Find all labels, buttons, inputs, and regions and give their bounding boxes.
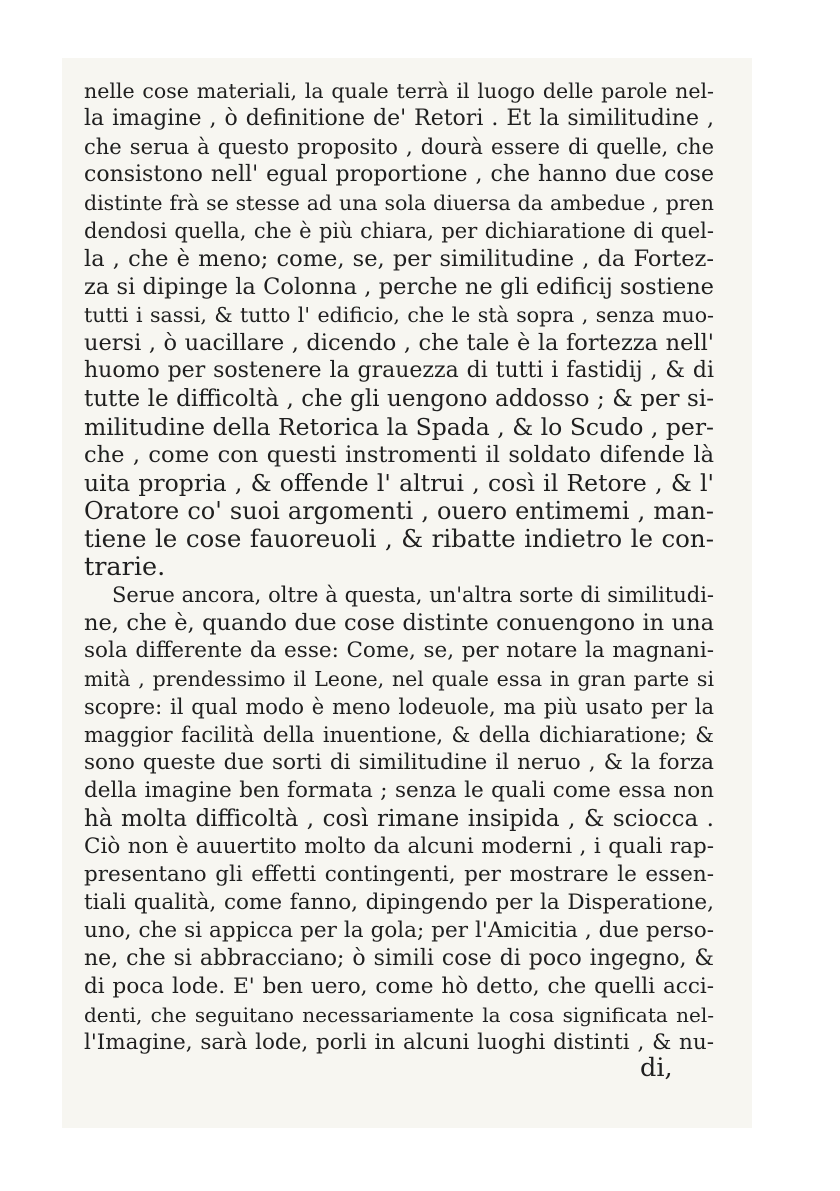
text-line: che , come con questi instromenti il soldato difende là: [84, 442, 714, 468]
text-line: la imagine , ò definitione de' Retori . Et la similitudine ,: [84, 106, 714, 131]
text-line: distinte frà se stesse ad una sola diuersa da ambedue , pren: [84, 191, 714, 215]
text-line: Ciò non è auuertito molto da alcuni moderni , i quali rap-: [84, 834, 714, 859]
text-line: tiali qualità, come fanno, dipingendo per la Disperatione,: [84, 890, 714, 915]
text-line: hà molta difficoltà , così rimane insipida , & sciocca .: [84, 806, 714, 832]
text-line: tiene le cose fauoreuoli , & ribatte indietro le con-: [84, 524, 714, 553]
text-line: consistono nell' egual proportione , che hanno due cose: [84, 162, 714, 187]
text-line: ne, che si abbracciano; ò simili cose di poco ingegno, &: [84, 946, 714, 971]
text-line: ne, che è, quando due cose distinte conuengono in una: [84, 610, 714, 636]
text-line: sono queste due sorti di similitudine il neruo , & la forza: [84, 750, 714, 775]
text-line: della imagine ben formata ; senza le quali come essa non: [84, 778, 714, 803]
text-line: di poca lode. E' ben uero, come hò detto, che quelli acci-: [84, 974, 714, 999]
text-line: scopre: il qual modo è meno lodeuole, ma più usato per la: [84, 695, 714, 719]
text-line: huomo per sostenere la grauezza di tutti i fastidij , & di: [84, 358, 714, 383]
text-line: tutti i sassi, & tutto l' edificio, che le stà sopra , senza muo-: [84, 303, 714, 327]
text-line: Serue ancora, oltre à questa, un'altra sorte di similitudi-: [112, 583, 714, 607]
text-line: sola differente da esse: Come, se, per notare la magnani-: [84, 638, 714, 663]
text-line: presentano gli effetti contingenti, per mostrare le essen-: [84, 862, 714, 887]
text-line: trarie.: [84, 552, 166, 582]
text-line: militudine della Retorica la Spada , & lo Scudo , per-: [84, 413, 714, 441]
text-line: uno, che si appicca per la gola; per l'Amicitia , due perso-: [84, 918, 714, 943]
text-line: l'Imagine, sarà lode, porli in alcuni luoghi distinti , & nu-: [84, 1030, 714, 1055]
catchword: di,: [640, 1053, 673, 1083]
text-line: nelle cose materiali, la quale terrà il luogo delle parole nel-: [84, 79, 714, 103]
text-line: Oratore co' suoi argomenti , ouero entimemi , man-: [84, 497, 714, 525]
text-line: uita propria , & offende l' altrui , così il Retore , & l': [84, 469, 714, 497]
text-line: dendosi quella, che è più chiara, per dichiaratione di quel-: [84, 219, 714, 243]
text-line: maggior facilità della inuentione, & della dichiaratione; &: [84, 723, 714, 747]
text-line: mità , prendessimo il Leone, nel quale essa in gran parte si: [84, 667, 714, 691]
text-line: uersi , ò uacillare , dicendo , che tale è la fortezza nell': [84, 330, 714, 356]
text-line: denti, che seguitano necessariamente la cosa significata nel-: [84, 1003, 714, 1027]
text-line: tutte le difficoltà , che gli uengono addosso ; & per si-: [84, 386, 714, 412]
text-line: la , che è meno; come, se, per similitudine , da Fortez-: [84, 246, 714, 272]
text-line: za si dipinge la Colonna , perche ne gli edificij sostiene: [84, 274, 714, 300]
text-line: che serua à questo proposito , dourà essere di quelle, che: [84, 135, 714, 159]
